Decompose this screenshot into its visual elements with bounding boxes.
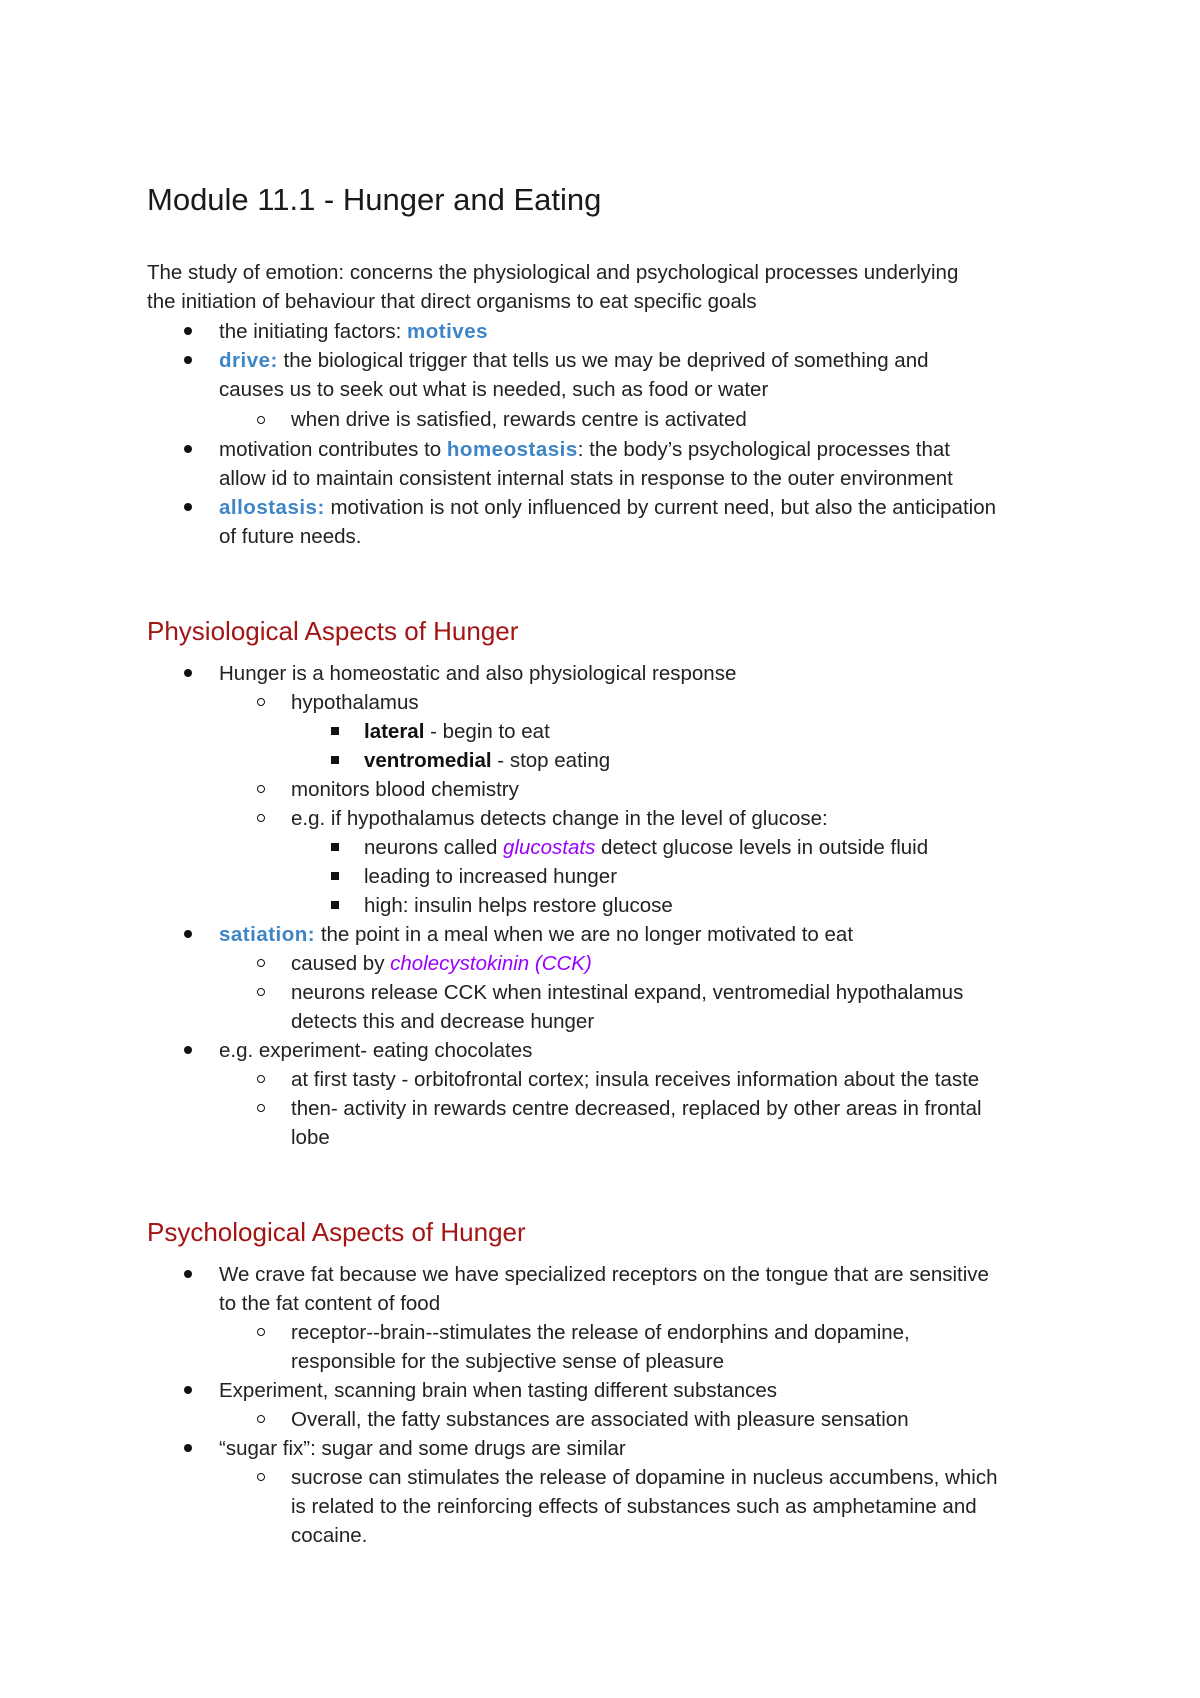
list-item-cont: lobe	[291, 1126, 330, 1149]
bullet-disc-icon	[184, 356, 192, 364]
bullet-disc-icon	[184, 669, 192, 677]
bullet-circle-icon	[257, 959, 265, 967]
term-drive: drive:	[219, 349, 278, 372]
term-glucostats: glucostats	[503, 836, 596, 859]
list-item: e.g. if hypothalamus detects change in the level of glucose:	[291, 807, 828, 830]
bullet-square-icon	[331, 872, 339, 880]
list-item: leading to increased hunger	[364, 865, 618, 888]
bullet-circle-icon	[257, 698, 265, 706]
bullet-disc-icon	[184, 930, 192, 938]
bullet-disc-icon	[184, 1270, 192, 1278]
bullet-disc-icon	[184, 503, 192, 511]
list-item-cck: caused by cholecystokinin (CCK)	[291, 952, 592, 975]
intro-line-1: The study of emotion: concerns the physiological and psychological processes underlying	[147, 261, 959, 284]
list-item-ventromedial: ventromedial - stop eating	[364, 749, 611, 772]
bullet-circle-icon	[257, 1328, 265, 1336]
list-item: high: insulin helps restore glucose	[364, 894, 673, 917]
term-cck: cholecystokinin (CCK)	[390, 952, 592, 975]
term-allostasis: allostasis:	[219, 496, 325, 519]
bullet-square-icon	[331, 843, 339, 851]
list-item-cont: to the fat content of food	[219, 1292, 441, 1315]
list-item: “sugar fix”: sugar and some drugs are similar	[219, 1437, 626, 1460]
bullet-circle-icon	[257, 1104, 265, 1112]
section-heading-physiological: Physiological Aspects of Hunger	[147, 616, 519, 646]
intro-line-2: the initiation of behaviour that direct organisms to eat specific goals	[147, 290, 757, 313]
list-item: Hunger is a homeostatic and also physiological response	[219, 662, 737, 685]
bullet-disc-icon	[184, 1046, 192, 1054]
bullet-circle-icon	[257, 785, 265, 793]
term-satiation: satiation:	[219, 923, 316, 946]
list-item: then- activity in rewards centre decreased, replaced by other areas in frontal	[291, 1097, 982, 1120]
list-item-homeostasis: motivation contributes to homeostasis: the body’s psychological processes that	[219, 438, 950, 461]
bullet-circle-icon	[257, 416, 265, 424]
list-item: Overall, the fatty substances are associated with pleasure sensation	[291, 1408, 909, 1431]
list-item-drive-cont: causes us to seek out what is needed, such as food or water	[219, 378, 769, 401]
list-item-allostasis-cont: of future needs.	[219, 525, 362, 548]
list-item-motives: the initiating factors: motives	[219, 320, 488, 343]
list-item: sucrose can stimulates the release of dopamine in nucleus accumbens, which	[291, 1466, 998, 1489]
list-item: We crave fat because we have specialized receptors on the tongue that are sensitive	[219, 1263, 989, 1286]
bullet-circle-icon	[257, 1473, 265, 1481]
list-item-drive-sub: when drive is satisfied, rewards centre is activated	[291, 408, 747, 431]
page-title: Module 11.1 - Hunger and Eating	[147, 182, 602, 217]
term-motives: motives	[407, 320, 488, 343]
term-homeostasis: homeostasis	[446, 438, 578, 461]
bullet-square-icon	[331, 756, 339, 764]
list-item-allostasis: allostasis: motivation is not only influenced by current need, but also the anticipation	[219, 496, 996, 519]
list-item-cont: detects this and decrease hunger	[291, 1010, 595, 1033]
list-item-glucostats: neurons called glucostats detect glucose levels in outside fluid	[364, 836, 929, 859]
bullet-square-icon	[331, 727, 339, 735]
list-item-cont: responsible for the subjective sense of pleasure	[291, 1350, 725, 1373]
bullet-circle-icon	[257, 1075, 265, 1083]
bullet-disc-icon	[184, 1386, 192, 1394]
bullet-disc-icon	[184, 445, 192, 453]
list-item-cont: cocaine.	[291, 1524, 368, 1547]
list-item: hypothalamus	[291, 691, 419, 714]
list-item: Experiment, scanning brain when tasting different substances	[219, 1379, 778, 1402]
list-item: e.g. experiment- eating chocolates	[219, 1039, 533, 1062]
bullet-disc-icon	[184, 327, 192, 335]
list-item-lateral: lateral - begin to eat	[364, 720, 550, 743]
list-item-drive: drive: the biological trigger that tells us we may be deprived of something and	[219, 349, 929, 372]
bullet-disc-icon	[184, 1444, 192, 1452]
list-item: monitors blood chemistry	[291, 778, 519, 801]
list-item: receptor--brain--stimulates the release of endorphins and dopamine,	[291, 1321, 910, 1344]
list-item-satiation: satiation: the point in a meal when we are no longer motivated to eat	[219, 923, 854, 946]
bullet-circle-icon	[257, 988, 265, 996]
list-item-cont: is related to the reinforcing effects of substances such as amphetamine and	[291, 1495, 977, 1518]
list-item-homeostasis-cont: allow id to maintain consistent internal stats in response to the outer environment	[219, 467, 953, 490]
section-heading-psychological: Psychological Aspects of Hunger	[147, 1217, 526, 1247]
list-item: neurons release CCK when intestinal expand, ventromedial hypothalamus	[291, 981, 964, 1004]
bullet-circle-icon	[257, 814, 265, 822]
bullet-square-icon	[331, 901, 339, 909]
list-item: at first tasty - orbitofrontal cortex; insula receives information about the taste	[291, 1068, 980, 1091]
bullet-circle-icon	[257, 1415, 265, 1423]
